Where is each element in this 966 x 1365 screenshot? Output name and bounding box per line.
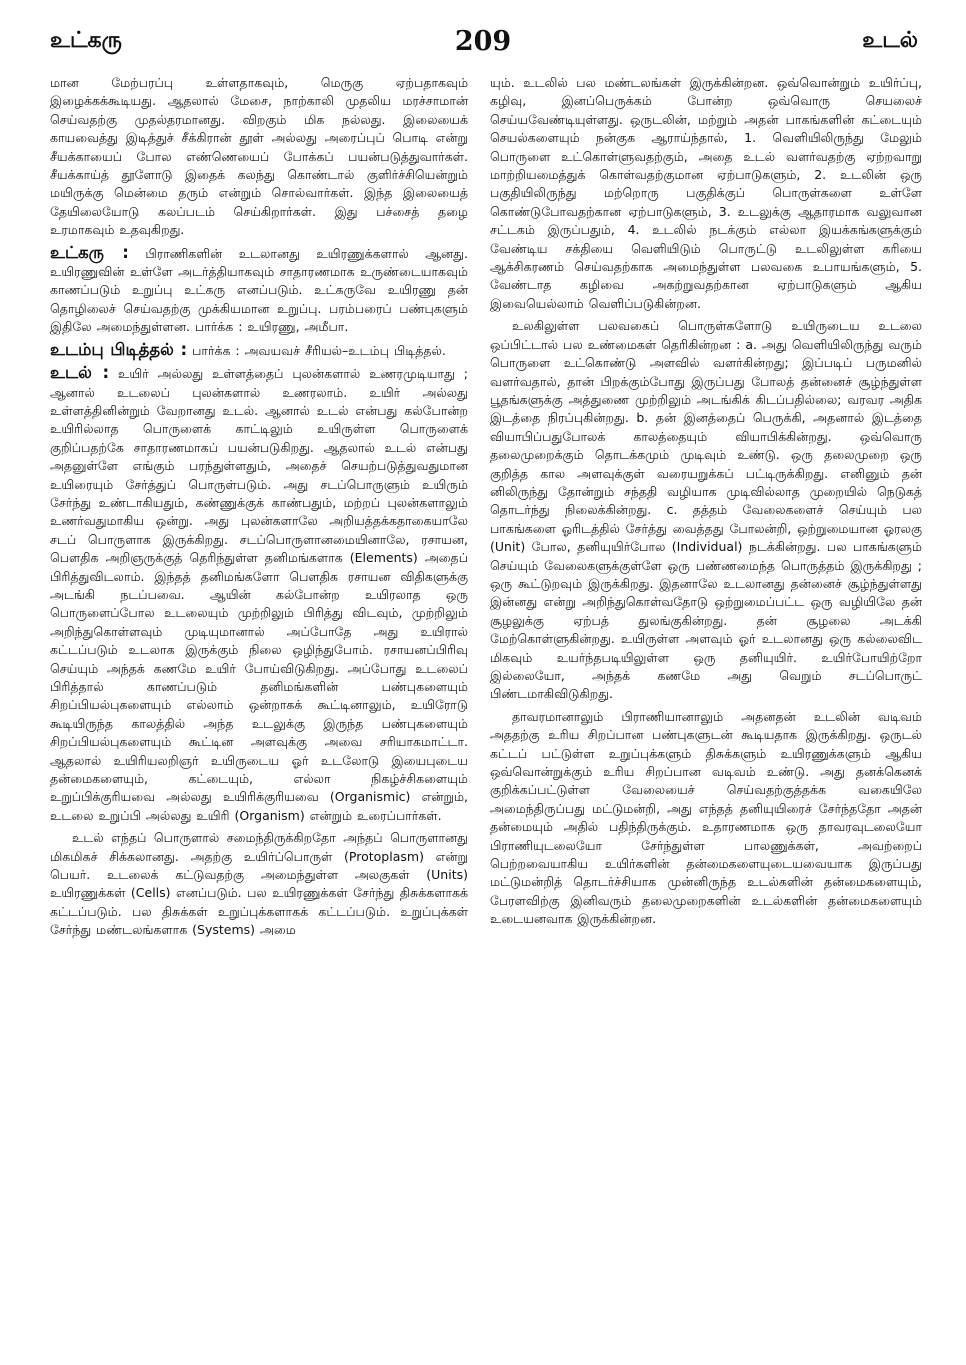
entry-text: பார்க்க : அவயவச் சீரியல்–உடம்பு பிடித்தல்.	[187, 342, 446, 358]
page-number: 209	[454, 26, 512, 57]
page-header	[0, 0, 966, 62]
paragraph	[50, 829, 468, 939]
right-column	[490, 74, 922, 1354]
entry	[50, 244, 468, 337]
paragraph	[50, 74, 468, 240]
running-head-left: உட்கரு	[50, 28, 122, 53]
paragraph-text: யும். உடலில் பல மண்டலங்கள் இருக்கின்றன. ஒவ்வொன்றும் உயிர்ப்பு, கழிவு, இனப்பெருக்கம் போன்ற ஒவ்வொரு செயலைச் செய்யவேண்டியுள்ளது. ஒருடலின், மற்றும் அதன் பாகங்களின் கட்டையும் செயல்களையும் நன்குக ஆராய்ந்தால், 1. வெளியிலிருந்து மேலும் பொருளை உட்கொள்ளுவதற்கும், அதை உடல் வளர்வதற்கு ஏற்றவாறு மாற்றியமைத்துக் கொள்வதற்குமான ஏற்பாடுகளும், 2. உடலின் ஒரு பகுதியிலிருந்து மற்றொரு பகுதிக்குப் பொருள்களை உள்ளே கொண்டுபோவதற்கான ஏற்பாடுகளும், 3. உடலுக்கு ஆதாரமாக வலுவான சட்டகம் இருப்பதும், 4. உடலில் நடக்கும் எல்லா இயக்கங்களுக்கும் வேண்டிய சக்தியை வெளியிடும் பொருட்டு உடலிலுள்ள கரியை ஆக்சிகரணம் செய்வதற்காக அமைந்துள்ள பலவகை உபாயங்களும், 5. வேண்டாத கழிவை அகற்றுவதற்கான ஏற்பாடுகளும் ஆகிய இவையெல்லாம் வெளிப்படுகின்றன.	[490, 75, 922, 311]
paragraph	[490, 317, 922, 704]
headword: உட்கரு :	[50, 242, 129, 262]
paragraph-text: உலகிலுள்ள பலவகைப் பொருள்களோடு உயிருடைய உடலை ஒப்பிட்டால் பல உண்மைகள் தெரிகின்றன : a. அது வெளியிலிருந்து வரும் பொருளை உட்கொண்டு அளவில் வளர்கின்றது; இப்படிப் பருமனில் வளர்வதால், தான் பிறக்கும்போது இருப்பது போலத் தன்னைச் சூழ்ந்துள்ள பூதங்களுக்கு அத்துணை முற்றிலும் அடங்கிக் கிடப்பதில்லை; வரவர அதிக இடத்தை நிரப்புகின்றது. b. தன் இனத்தைப் பெருக்கி, அதனால் இடத்தை வியாபிப்பதுபோலக் காலத்தையும் வியாபிக்கின்றது. ஒவ்வொரு தலைமுறைக்கும் தொடக்கமும் முடிவும் உண்டு. ஒரு தலைமுறை ஒரு குறித்த கால அளவுக்குள் வரையறுக்கப் பட்டிருக்கிறது. எனினும் தன் னிலிருந்து தோன்றும் சந்ததி வழியாக முடிவில்லாத முறையில் நெடுகத் தொடர்ந்து நிலைக்கின்றது. c. தத்தம் வேலைகளைச் செய்யும் பல பாகங்களை ஓரிடத்தில் சேர்த்து வைத்தது போலன்றி, ஒற்றுமையான ஓரலகு (Unit) போல, தனியுயிர்போல (Individual) நடக்கின்றது. பல பாகங்களும் செய்யும் வேலைகளுக்குள்ளே ஒரு பண்ணமைந்த பொருத்தம் இருக்கிறது ; ஒரு கூட்டுறவும் இருக்கிறது. இதனாலே உடலானது தன்னைச் சூழ்ந்துள்ளது இன்னது என்று அறிந்துகொள்வதோடு ஒற்றுமைப்பட்ட ஒரு வழியிலே தன் சூழலுக்கு ஏற்பத் துலங்குகின்றது. தன் சூழலை அடக்கி மேற்கொள்ளுகின்றது. உயிருள்ள அளவும் ஓர் உடலானது ஒரு கல்லைவிட மிகவும் உயர்ந்தபடியிலுள்ள ஒரு தனியுயிர். உயிர்போயிற்றோ இல்லையோ, அந்தக் கணமே அது வெறும் சடப்பொருட் பிண்டமாகிவிடுகிறது.	[490, 318, 922, 702]
entry-text: உயிர் அல்லது உள்ளத்தைப் புலன்களால் உணரமுடியாது ; ஆனால் உடலைப் புலன்களால் உணரலாம். உயிர் அல்லது உள்ளத்தினின்றும் வேறானது உடல். ஆனால் உடல் என்பது கல்போன்ற உயிரில்லாத பொருளைக் காட்டிலும் உயிருள்ள பொருளைக் குறிப்பதற்கே சாதாரணமாகப் பயன்படுகிறது. ஆதலால் உடல் என்பது அதனுள்ளே எங்கும் பரந்துள்ளதும், அதைச் செயற்படுத்துவதுமான உயிரையும் சேர்த்துப் பொருள்படும். அது சடப்பொருளும் உயிரும் சேர்ந்து உண்டாகியதும், கண்ணுக்குக் காண்பதும், மற்றப் புலன்களாலும் உணர்வதுமாகிய ஒன்று. அது புலன்களாலே அறியத்தக்கதாகையாலே சடப் பொருளாக இருக்கிறது. சடப்பொருளானமையினாலே, ரசாயன, பௌதிக அறிஞருக்குத் தெரிந்துள்ள தனிமங்களாக (Elements) அதைப் பிரித்துவிடலாம். இந்தத் தனிமங்களோ பௌதிக ரசாயன விதிகளுக்கு அடங்கி நடப்பவை. ஆயின் கல்போன்ற உயிரலாத ஒரு பொருளைப்போல உடலையும் முற்றிலும் பிரித்து விடவும், முற்றிலும் அறிந்துகொள்ளவும் முடியுமானால் அப்போதே அது உயிரால் கட்டப்படும் உடலாக இருக்கும் நிலை ஒழிந்துபோம். ரசாயனப்பிரிவு செய்யும் அந்தக் கணமே உயிர் போய்விடுகிறது. அப்போது உடலைப் பிரித்தால் காணப்படும் தனிமங்களின் பண்புகளையும் சிறப்பியல்புகளையும் எல்லாம் ஒன்றாகக் கூட்டினாலும், உயிரோடு கூடியிருந்த காலத்தில் அந்த உடலுக்கு இருந்த பண்புகளையும் சிறப்பியல்புகளையும் கூட்டின அளவுக்கு அவை சரியாகமாட்டா. ஆதலால் உயிரியலறிஞர் உயிருடைய ஓர் உடலோடு இயைபுடைய தன்மைகளையும், கட்டையும், எல்லா நிகழ்ச்சிகளையும் உறுப்பிக்குரியவை அல்லது உயிரிக்குரியவை (Organismic) என்றும், உடலை உறுப்பி அல்லது உயிரி (Organism) என்றும் உரைப்பார்கள்.	[50, 366, 468, 823]
paragraph	[490, 74, 922, 313]
entry-text: பிராணிகளின் உடலானது உயிரணுக்களால் ஆனது. உயிரணுவின் உள்ளே அடர்த்தியாகவும் சாதாரணமாக உருண்டையாகவும் காணப்படும் உறுப்பு உட்கரு எனப்படும். உட்கருவே உயிரணு தன் தொழிலைச் செய்வதற்கு முக்கியமான உறுப்பு. பரம்பரைப் பண்புகளும் இதிலே அமைந்துள்ளன. பார்க்க : உயிரணு, அமீபா.	[50, 245, 468, 335]
paragraph-text: தாவரமானாலும் பிராணியானாலும் அதனதன் உடலின் வடிவம் அததற்கு உரிய சிறப்பான பண்புகளுடன் கூடியதாக இருக்கிறது. ஒருடல் கட்டப் பட்டுள்ள உறுப்புக்களும் திசுக்களும் உயிரணுக்களும் ஆகிய ஒவ்வொன்றுக்கும் உரிய சிறப்பான வடிவம் உண்டு. அது தனக்கெனக் குறிக்கப்பட்டுள்ள வேலையைச் செய்வதற்குத்தக்க வகையிலே அமைந்திருப்பது மட்டுமன்றி, அது எந்தத் தனியுயிரைச் சேர்ந்ததோ அதன் தன்மையும் அதில் பதிந்திருக்கும். உதாரணமாக ஒரு தாவரவுடலையோ பிராணியுடலையோ சேர்ந்துள்ள பாலணுக்கள், அவற்றைப் பெற்றவையாகிய உயிர்களின் தன்மைகளையுடையவையாக இருப்பது மட்டுமன்றித் தொடர்ச்சியாக முன்னிருந்த உடல்களின் தன்மைகளையும், பேரளவிற்கு இனிவரும் தலைமுறைகளின் உடல்களின் தன்மைகளையும் உடையனவாக இருக்கின்றன.	[490, 708, 922, 927]
headword: உடல் :	[50, 363, 110, 383]
entry	[50, 341, 468, 360]
left-column	[50, 74, 468, 1354]
paragraph-text: உடல் எந்தப் பொருளால் சமைந்திருக்கிறதோ அந்தப் பொருளானது மிகமிகச் சிக்கலானது. அதற்கு உயிர்ப்பொருள் (Protoplasm) என்று பெயர். உடலைக் கட்டுவதற்கு அமைந்துள்ள அலகுகள் (Units) உயிரணுக்கள் (Cells) எனப்படும். பல உயிரணுக்கள் சேர்ந்து திசுக்களாகக் கட்டப்படும். பல திசுக்கள் உறுப்புக்களாகக் கட்டப்படும். உறுப்புக்கள் சேர்ந்து மண்டலங்களாக (Systems) அமை	[50, 830, 468, 938]
headword: உடம்பு பிடித்தல் :	[50, 339, 188, 359]
paragraph-text: மான மேற்பரப்பு உள்ளதாகவும், மெருகு ஏற்பதாகவும் இழைக்கக்கூடியது. ஆதலால் மேசை, நாற்காலி முதலிய மரச்சாமான் செய்வதற்கு முதல்தரமானது. விறகும் மிக நல்லது. இலையைக் காயவைத்து இடித்துச் சீக்கிரான் தூள் அல்லது அரைப்புப் பொடி என்று சீயக்காயைப் போல எண்ணெயைப் போக்கப் பயன்படுத்துவார்கள். சீயக்காய்த் தூளோடு இதைக் கலந்து கொண்டால் குளிர்ச்சியென்றும் மயிருக்கு மென்மை தரும் என்றும் சொல்வார்கள். இந்த இலையைத் தேயிலையோடு கலப்படம் செய்கிறார்கள். இது பச்சைத் தழை உரமாகவும் உதவுகிறது.	[50, 75, 468, 238]
entry	[50, 364, 468, 825]
paragraph	[490, 708, 922, 929]
running-head-right: உடல்	[862, 28, 918, 53]
